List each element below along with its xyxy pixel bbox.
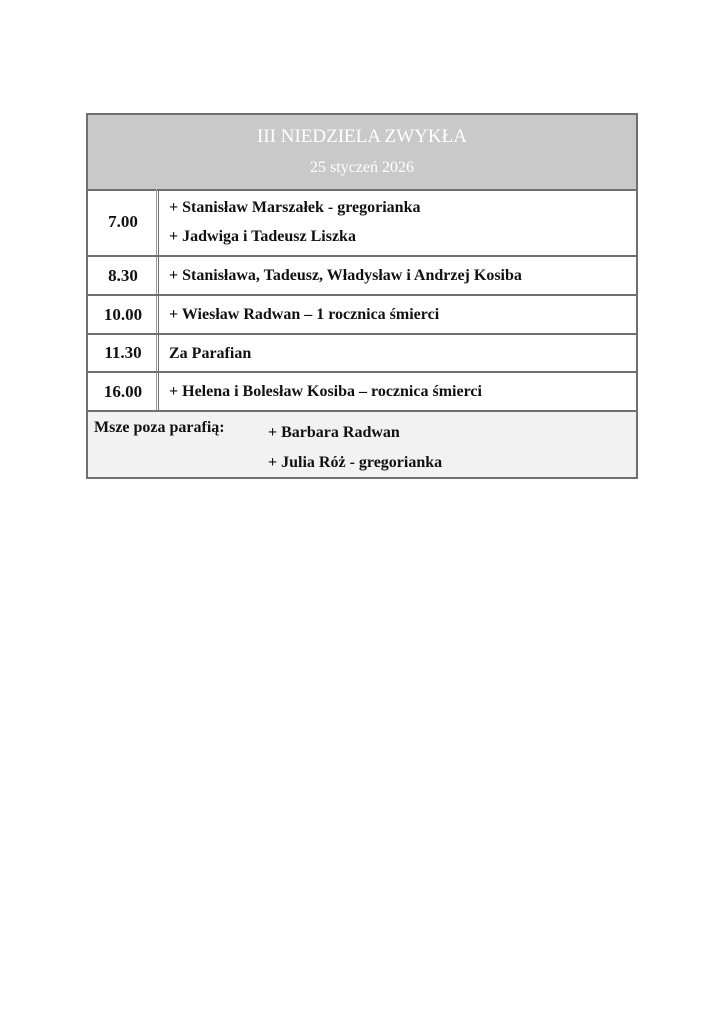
mass-intention: + Stanisława, Tadeusz, Władysław i Andrzej Kosiba [169,267,522,284]
mass-intention: + Stanisław Marszałek - gregorianka [169,199,421,216]
mass-row [88,189,636,257]
mass-time: 7.00 [88,189,159,255]
mass-schedule-table [86,113,638,479]
mass-intentions [169,335,630,371]
schedule-date: 25 styczeń 2026 [310,159,414,176]
mass-intentions [169,373,630,410]
mass-row [88,335,636,373]
mass-time: 8.30 [88,257,159,294]
mass-intentions [169,257,630,294]
outside-parish-intentions [268,418,442,478]
schedule-title: III NIEDZIELA ZWYKŁA [257,126,467,147]
mass-intentions [169,296,630,333]
outside-parish-intention: + Barbara Radwan [268,424,400,441]
mass-intention: + Jadwiga i Tadeusz Liszka [169,228,356,245]
mass-intentions [169,189,630,255]
mass-intention: + Wiesław Radwan – 1 rocznica śmierci [169,306,440,323]
mass-time: 11.30 [88,335,159,371]
mass-row [88,296,636,335]
outside-parish-intention: + Julia Róż - gregorianka [268,454,443,471]
mass-time: 10.00 [88,296,159,333]
outside-parish-masses [88,412,636,477]
mass-row [88,373,636,412]
schedule-header [88,115,636,191]
mass-row [88,257,636,296]
mass-intention: + Helena i Bolesław Kosiba – rocznica śmierci [169,383,482,400]
mass-intention: Za Parafian [169,344,252,362]
mass-time: 16.00 [88,373,159,410]
outside-parish-label: Msze poza parafią: [94,419,225,436]
